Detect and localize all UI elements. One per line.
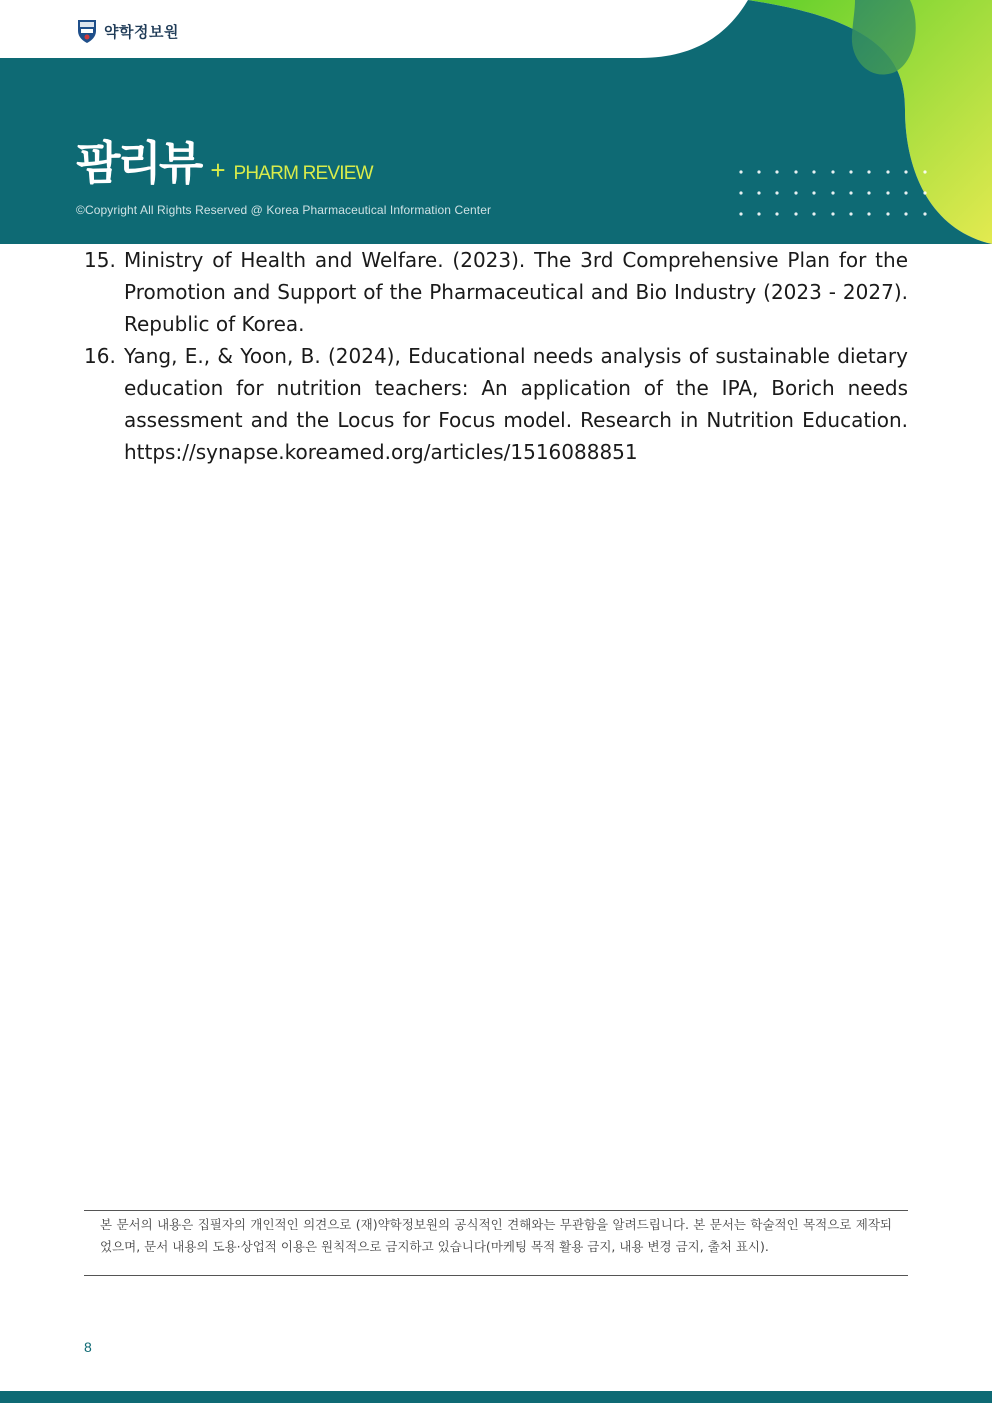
reference-item bbox=[84, 244, 908, 340]
reference-text: Yang, E., & Yoon, B. (2024), Educational needs analysis of sustainable dietary education for nutrition teachers: An application of the IPA, Borich needs assessment and the Locus for Focus model. Research in Nutrition Education. https://synapse.koreamed.org/articles/1516088851 bbox=[124, 344, 908, 464]
reference-item bbox=[84, 340, 908, 468]
brand-title bbox=[76, 136, 373, 190]
brand-plus-sign: + bbox=[210, 155, 226, 185]
brand-korean-title: 팜리뷰 bbox=[76, 136, 201, 190]
kpic-logo bbox=[76, 18, 179, 44]
reference-number: 16. bbox=[84, 344, 116, 368]
reference-number: 15. bbox=[84, 248, 116, 272]
shield-logo-icon bbox=[76, 18, 98, 44]
page-number: 8 bbox=[84, 1339, 92, 1355]
copyright-notice: ©Copyright All Rights Reserved @ Korea Pharmaceutical Information Center bbox=[76, 203, 492, 217]
footer-bar bbox=[0, 1391, 992, 1403]
brand-english-title: PHARM REVIEW bbox=[233, 163, 373, 184]
page-header bbox=[0, 0, 992, 244]
reference-text: Ministry of Health and Welfare. (2023). The 3rd Comprehensive Plan for the Promotion and Support of the Pharmaceutical and Bio Industry (2023 - 2027). Republic of Korea. bbox=[124, 248, 908, 336]
reference-list bbox=[84, 244, 908, 468]
org-name: 약학정보원 bbox=[104, 22, 179, 41]
disclaimer-text: 본 문서의 내용은 집필자의 개인적인 의견으로 (재)약학정보원의 공식적인 견해와는 무관함을 알려드립니다. 본 문서는 학술적인 목적으로 제작되었으며, 문서 내용의 도용·상업적 이용은 원칙적으로 금지하고 있습니다(마케팅 목적 활용 금지, 내용 변경 금지, 출처 표시). bbox=[100, 1217, 892, 1254]
disclaimer-box bbox=[84, 1210, 908, 1276]
